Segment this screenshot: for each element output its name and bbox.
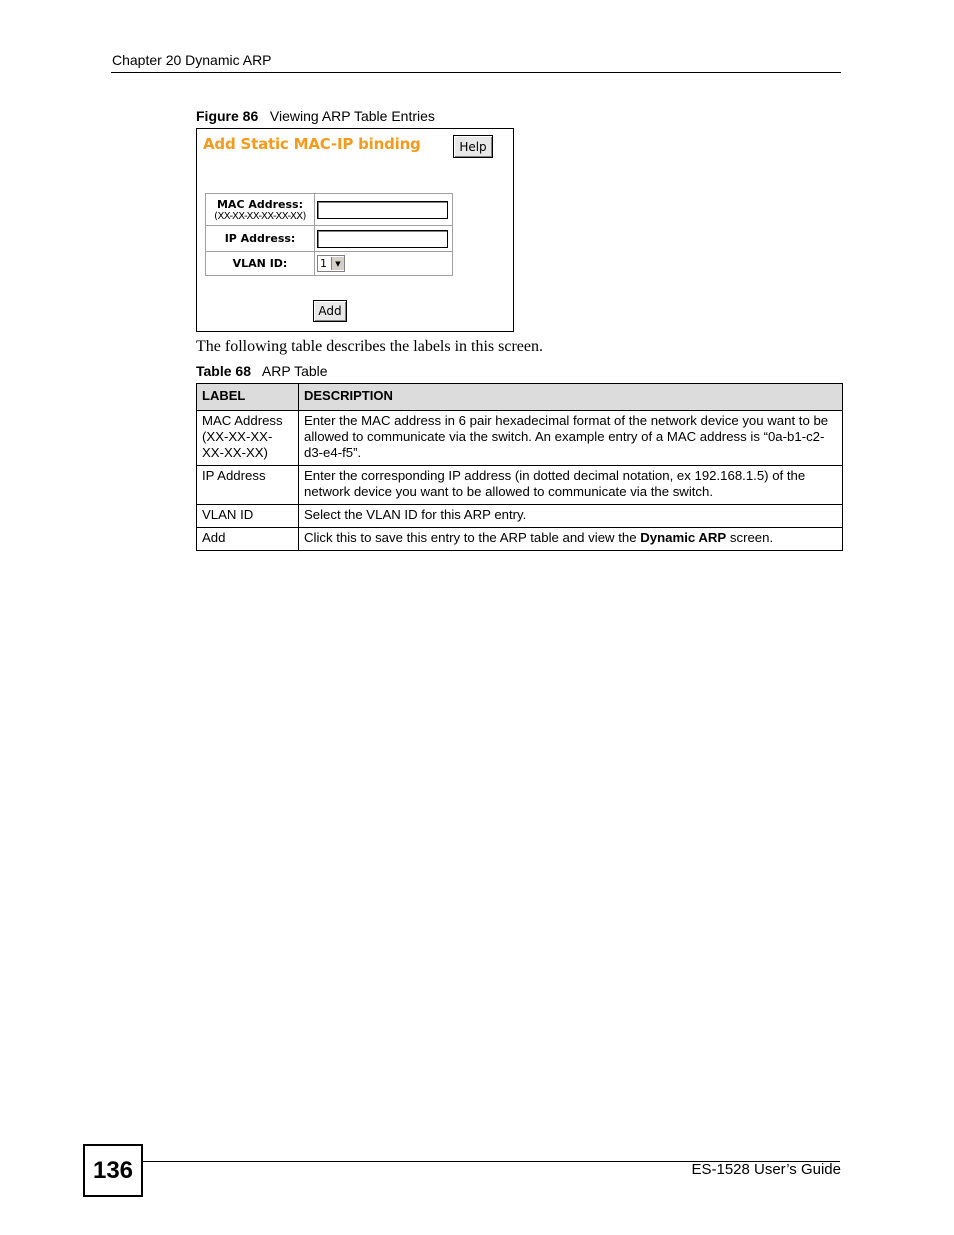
table-title: ARP Table	[261, 363, 328, 379]
mac-address-label: MAC Address:	[216, 197, 303, 211]
figure-title: Viewing ARP Table Entries	[269, 108, 435, 124]
add-button[interactable]: Add	[313, 300, 347, 322]
chapter-header: Chapter 20 Dynamic ARP	[112, 52, 272, 68]
mac-format-hint: (XX-XX-XX-XX-XX-XX)	[214, 210, 306, 222]
table-row	[197, 528, 843, 551]
row-description: Enter the corresponding IP address (in dotted decimal notation, ex 192.168.1.5) of the network device you want to be allowed to communicate via the switch.	[299, 466, 843, 505]
description-column-header: DESCRIPTION	[299, 384, 843, 411]
mac-address-input[interactable]	[317, 201, 448, 219]
mac-address-label-cell	[206, 194, 315, 226]
row-label: VLAN ID	[197, 505, 299, 528]
vlan-id-label: VLAN ID:	[206, 252, 315, 276]
mac-address-field-cell	[315, 194, 453, 226]
vlan-id-selected: 1	[320, 257, 327, 270]
label-column-header: LABEL	[197, 384, 299, 411]
page-number: 136	[83, 1144, 143, 1197]
ip-address-input[interactable]	[317, 230, 448, 248]
help-button[interactable]: Help	[453, 135, 493, 158]
table-header-row	[197, 384, 843, 411]
row-description-post: screen.	[726, 530, 774, 545]
ip-address-field-cell	[315, 226, 453, 252]
table-number: Table 68	[196, 363, 251, 379]
panel-title: Add Static MAC-IP binding	[203, 135, 421, 153]
arp-table	[196, 383, 843, 551]
add-static-binding-panel	[196, 128, 514, 332]
row-label: IP Address	[197, 466, 299, 505]
table-row	[197, 466, 843, 505]
binding-form	[205, 193, 453, 276]
intro-text: The following table describes the labels in this screen.	[196, 338, 544, 355]
chevron-down-icon[interactable]: ▼	[331, 257, 344, 270]
dynamic-arp-term: Dynamic ARP	[640, 530, 727, 545]
row-description: Select the VLAN ID for this ARP entry.	[299, 505, 843, 528]
row-description-pre: Click this to save this entry to the ARP table and view the	[304, 530, 641, 545]
table-row	[197, 505, 843, 528]
figure-number: Figure 86	[196, 108, 259, 124]
ip-address-label: IP Address:	[206, 226, 315, 252]
row-description: Enter the MAC address in 6 pair hexadecimal format of the network device you want to be allowed to communicate via the switch. An example entry of a MAC address is “0a-b1-c2-d3-e4-f5”.	[299, 411, 843, 466]
vlan-id-field-cell	[315, 252, 453, 276]
vlan-id-select[interactable]	[317, 255, 345, 272]
table-caption	[196, 363, 328, 379]
guide-title: ES-1528 User’s Guide	[691, 1161, 841, 1178]
row-label: Add	[197, 528, 299, 551]
figure-caption	[196, 108, 435, 124]
row-label: MAC Address (XX-XX-XX-XX-XX-XX)	[197, 411, 299, 466]
header-rule	[111, 72, 841, 73]
table-row	[197, 411, 843, 466]
row-description	[299, 528, 843, 551]
